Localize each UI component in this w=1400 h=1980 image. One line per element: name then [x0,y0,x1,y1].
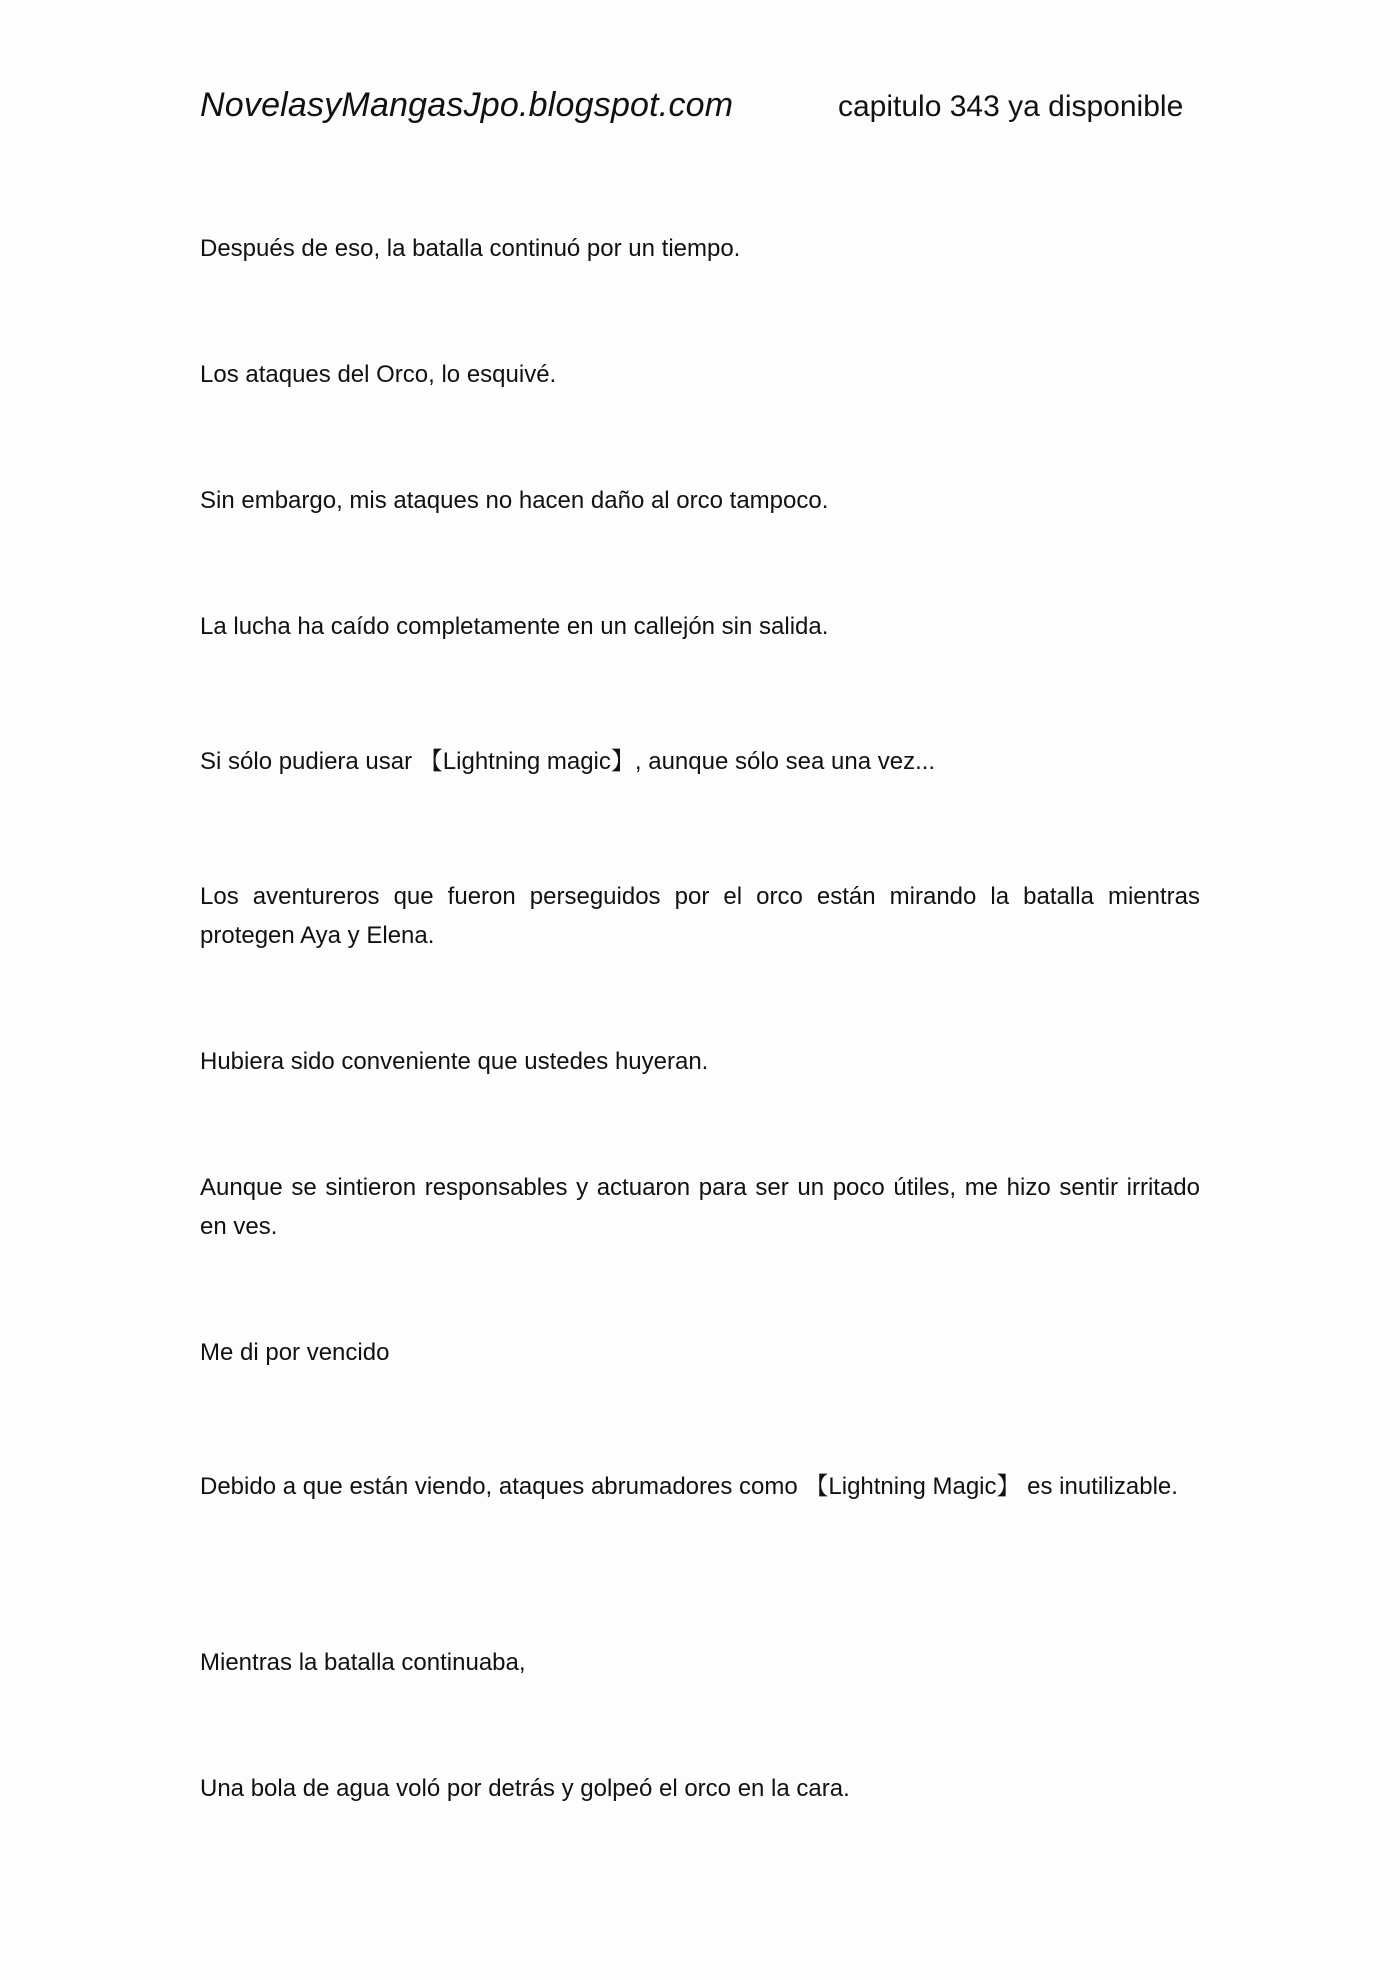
paragraph: Sin embargo, mis ataques no hacen daño al orco tampoco. [200,487,829,514]
paragraph: Debido a que están viendo, ataques abrumadores como 【Lightning Magic】 es inutilizable. [200,1473,1178,1500]
paragraph: Me di por vencido [200,1339,390,1366]
paragraph: Los aventureros que fueron perseguidos por el orco están mirando la batalla mientras protegen Aya y Elena. [200,883,1200,949]
paragraph: Después de eso, la batalla continuó por un tiempo. [200,235,741,262]
paragraph: Los ataques del Orco, lo esquivé. [200,361,557,388]
site-title: NovelasyMangasJpo.blogspot.com [200,86,734,124]
paragraph: Si sólo pudiera usar 【Lightning magic】, aunque sólo sea una vez... [200,748,936,775]
paragraph: La lucha ha caído completamente en un callejón sin salida. [200,613,829,640]
paragraph: Aunque se sintieron responsables y actuaron para ser un poco útiles, me hizo sentir irritado en ves. [200,1174,1200,1240]
paragraph: Mientras la batalla continuaba, [200,1649,526,1676]
chapter-note: capitulo 343 ya disponible [838,90,1184,123]
paragraph: Hubiera sido conveniente que ustedes huyeran. [200,1048,709,1075]
paragraph: Una bola de agua voló por detrás y golpeó el orco en la cara. [200,1775,850,1802]
